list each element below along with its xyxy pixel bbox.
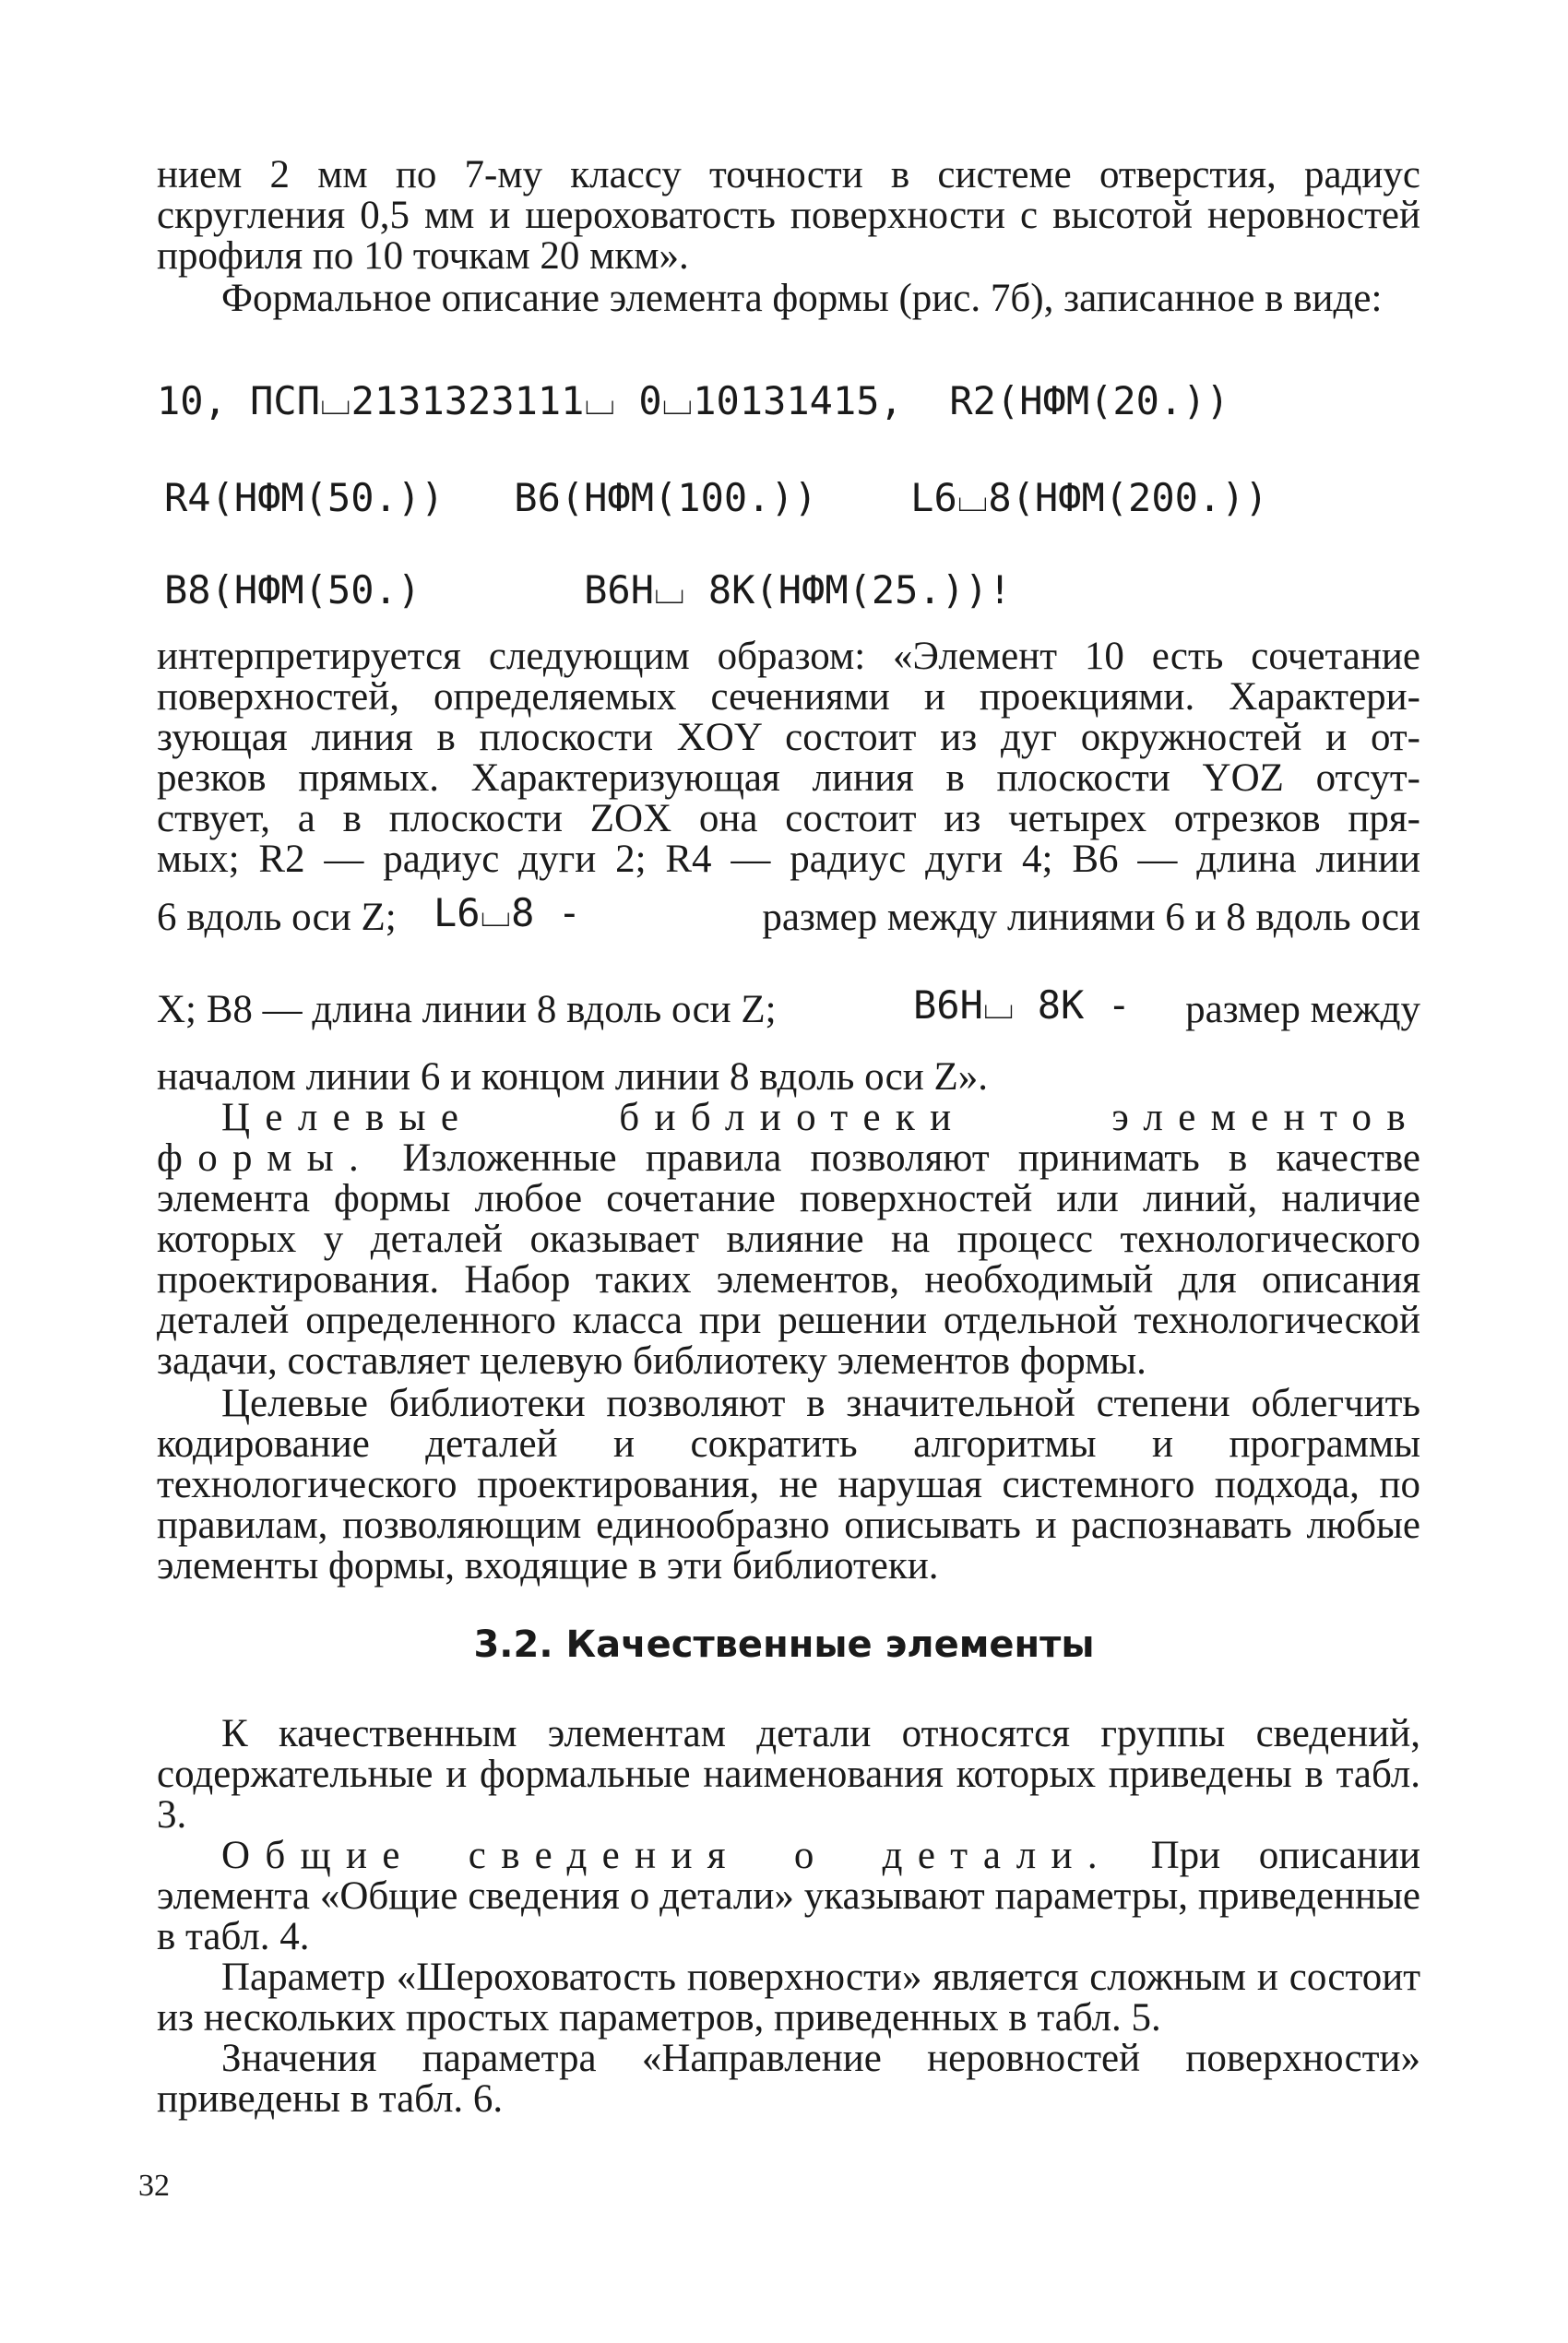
interpretation-line-with-code-1: 6 вдоль оси Z; L6⌴8 - размер между линиями 6 и 8 вдоль оси (157, 890, 1420, 939)
paragraph-general-info: Общие сведения о детали. При описании элемента «Общие сведения о детали» указывают параметры, приведенные в табл. 4. (157, 1834, 1421, 1958)
paragraph-target-libraries: Целевые библиотеки элементов формы. Изложенные правила позволяют принимать в качестве элемента формы любое сочетание поверхностей или линий, наличие которых у деталей оказывает влияние на процесс технологического проектирования. Набор таких элементов, необходимый для описания деталей определенного класса при решении отдельной технологической задачи, составляет целевую библиотеку элементов формы. (157, 1096, 1421, 1383)
section-heading: 3.2. Качественные элементы (473, 1623, 1095, 1666)
code-line-1: 10, ПСП⌴2131323111⌴ 0⌴10131415, R2(НФМ(20.)) (157, 378, 1229, 423)
interpretation-line: интерпретируется следующим образом: «Элемент 10 есть сочетание (157, 635, 1420, 678)
paragraph-roughness: Параметр «Шероховатость поверхности» является сложным и состоит из нескольких простых параметров, приведенных в табл. 5. (157, 1956, 1420, 2040)
interpretation-line: ствует, а в плоскости ZOX она состоит из четырех отрезков пря- (157, 797, 1420, 840)
interpretation-line: мых; R2 — радиус дуги 2; R4 — радиус дуги 4; В6 — длина линии (157, 838, 1420, 881)
paragraph-target-libraries-benefits: Целевые библиотеки позволяют в значительной степени облегчить кодирование деталей и сократить алгоритмы и программы технологического проектирования, не нарушая системного подхода, по правилам, позволяющим единообразно описывать и распознавать любые элементы формы, входящие в эти библиотеки. (157, 1382, 1420, 1588)
interpretation-line: поверхностей, определяемых сечениями и проекциями. Характери- (157, 675, 1420, 719)
interpretation-line: резков прямых. Характеризующая линия в плоскости YOZ отсут- (157, 756, 1420, 800)
paragraph-formal-description-intro: Формальное описание элемента формы (рис. 7б), записанное в виде: (221, 277, 1383, 320)
interpretation-line-with-code-2: X; В8 — длина линии 8 вдоль оси Z; B6H⌴ 8K - размер между (157, 982, 1420, 1031)
interpretation-line: зующая линия в плоскости XOY состоит из дуг окружностей и от- (157, 716, 1420, 759)
paragraph-qualitative-elements: К качественным элементам детали относятся группы сведений, содержательные и формальные наименования которых приведены в табл. 3. (157, 1712, 1420, 1837)
interpretation-line: началом линии 6 и концом линии 8 вдоль оси Z». (157, 1055, 989, 1099)
code-line-3: B8(НФМ(50.) B6H⌴ 8K(НФМ(25.))! (164, 567, 1012, 613)
code-line-2: R4(НФМ(50.)) B6(НФМ(100.)) L6⌴8(НФМ(200.)) (164, 475, 1268, 520)
paragraph-roughness-direction: Значения параметра «Направление неровностей поверхности» приведены в табл. 6. (157, 2037, 1420, 2121)
page-number: 32 (138, 2169, 170, 2203)
paragraph-continuation: нием 2 мм по 7-му классу точности в системе отверстия, радиус скругления 0,5 мм и шероховатость поверхности с высотой неровностей профиля по 10 точкам 20 мкм». (157, 153, 1420, 278)
